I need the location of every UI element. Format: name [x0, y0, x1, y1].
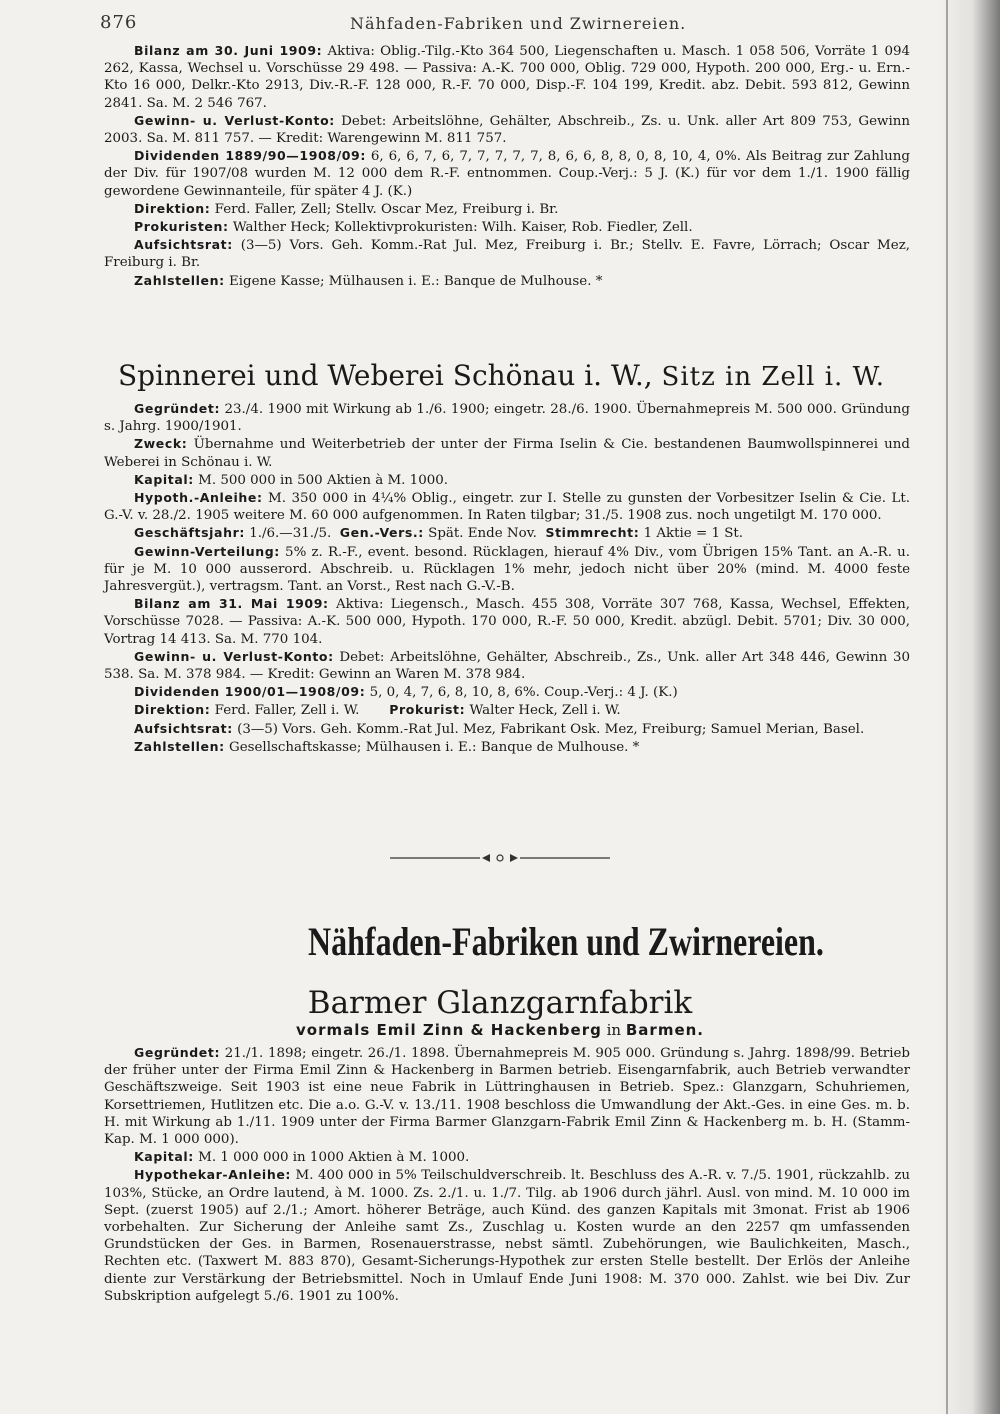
schoenau-gv-text: Spät. Ende Nov.	[428, 526, 537, 542]
schoenau-div-paragraph	[104, 683, 910, 701]
schoenau-title: Spinnerei und Weberei Schönau i. W.,	[118, 359, 653, 392]
prev-bilanz-label: Bilanz am 30. Juni 1909:	[134, 43, 323, 58]
barmer-kapital-paragraph	[104, 1148, 910, 1166]
barmer-kapital-label: Kapital:	[134, 1149, 194, 1165]
prev-dir-label: Direktion:	[134, 200, 211, 216]
schoenau-prok-label: Prokurist:	[389, 702, 466, 718]
prev-ar-paragraph	[104, 236, 910, 271]
barmer-title: Barmer Glanzgarnfabrik	[307, 985, 693, 1021]
schoenau-bilanz-text: Aktiva: Liegensch., Masch. 455 308, Vorräte 307 768, Kassa, Wechsel, Effekten, Vorschüsse 7028. — Passiva: A.-K. 500 000, Hypoth. 170 000, R.-F. 50 000, Kredit. abzügl. Debit. 5701; Div. 30 000, Vortrag 14 413. Sa. M. 770 104.	[104, 597, 910, 647]
schoenau-gewv-label: Gewinn-Verteilung:	[134, 543, 280, 559]
prev-guv-paragraph	[104, 112, 910, 147]
barmer-sub-city: Barmen.	[625, 1021, 705, 1039]
barmer-gegr-label: Gegründet:	[134, 1045, 221, 1060]
schoenau-ar-paragraph	[104, 720, 910, 738]
barmer-hyp-label: Hypothekar-Anleihe:	[134, 1167, 291, 1183]
prev-guv-label: Gewinn- u. Verlust-Konto:	[134, 112, 335, 128]
schoenau-bilanz-paragraph	[104, 595, 910, 648]
running-head	[100, 8, 910, 36]
schoenau-block	[104, 400, 910, 756]
schoenau-zahl-label: Zahlstellen:	[134, 738, 225, 754]
schoenau-gewv-text: 5% z. R.-F., event. besond. Rücklagen, hierauf 4% Div., vom Übrigen 15% Tant. an A.-R. u. für je M. 10 000 ausserord. Abschreib. u. Rücklagen 1% mehr, jedoch nicht über 20% (mind. M. 4000 feste Jahresvergüt.), vertragsm. Tant. an Vorst., Rest nach G.-V.-B.	[104, 544, 910, 595]
schoenau-stimm-text: 1 Aktie = 1 St.	[643, 526, 744, 542]
prev-bilanz-paragraph	[104, 42, 910, 112]
schoenau-zahl-text: Gesellschaftskasse; Mülhausen i. E.: Banque de Mulhouse. *	[229, 739, 640, 755]
schoenau-zweck-label: Zweck:	[134, 436, 188, 452]
prev-prok-label: Prokuristen:	[134, 219, 229, 235]
barmer-subtitle	[200, 1019, 800, 1041]
prev-prok-paragraph	[104, 218, 910, 236]
schoenau-gegr-text: 23./4. 1900 mit Wirkung ab 1./6. 1900; eingetr. 28./6. 1900. Übernahmepreis M. 500 000. Gründung s. Jahrg. 1900/1901.	[104, 402, 911, 435]
schoenau-guv-label: Gewinn- u. Verlust-Konto:	[134, 648, 334, 664]
schoenau-hyp-text: M. 350 000 in 4¼% Oblig., eingetr. zur I. Stelle zu gunsten der Vorbesitzer Iselin & Cie. Lt. G.-V. v. 28./2. 1905 weitere M. 60 000 aufgenommen. In Raten tilgbar; 31./5. 1908 zus. noch ungetilgt M. 170 000.	[104, 491, 910, 524]
prev-zahl-paragraph	[104, 272, 910, 290]
schoenau-guv-text: Debet: Arbeitslöhne, Gehälter, Abschreib., Zs., Unk. aller Art 348 446, Gewinn 30 538. Sa. M. 378 984. — Kredit: Gewinn an Waren M. 378 984.	[104, 649, 910, 683]
prev-zahl-label: Zahlstellen:	[134, 272, 225, 288]
schoenau-ar-text: (3—5) Vors. Geh. Komm.-Rat Jul. Mez, Fabrikant Osk. Mez, Freiburg; Samuel Merian, Basel.	[237, 721, 865, 737]
page-number: 876	[100, 12, 138, 33]
schoenau-kapital-paragraph	[104, 471, 910, 489]
schoenau-gewv-paragraph	[104, 543, 910, 596]
schoenau-zweck-text: Übernahme und Weiterbetrieb der unter der Firma Iselin & Cie. bestandenen Baumwollspinnerei und Weberei in Schönau i. W.	[104, 437, 910, 470]
prev-ar-label: Aufsichtsrat:	[134, 237, 233, 253]
schoenau-kapital-label: Kapital:	[134, 471, 194, 487]
schoenau-kapital-text: M. 500 000 in 500 Aktien à M. 1000.	[198, 472, 449, 488]
prev-div-paragraph	[104, 147, 910, 200]
prev-div-label: Dividenden 1889/90—1908/09:	[134, 148, 366, 164]
barmer-hyp-text: M. 400 000 in 5% Teilschuldverschreib. lt. Beschluss des A.-R. v. 7./5. 1901, rückzahlb. zu 103%, Stücke, an Ordre lautend, à M. 1000. Zs. 2./1. u. 1./7. Tilg. ab 1906 durch jährl. Ausl. von mind. M. 10 000 im Sept. (zuerst 1905) auf 2./1.; Amort. höherer Beträge, auch Künd. des ganzen Kapitals mit 3monat. Frist ab 1906 vorbehalten. Zur Sicherung der Anleihe samt Zs., Zuschlag u. Kosten wurde an den 2257 qm umfassenden Grundstücken der Ges. in Barmen, Rosenauerstrasse, nebst sämtl. Zubehörungen, wie Baulichkeiten, Masch., Rechten etc. (Taxwert M. 883 870), Gesamt-Sicherungs-Hypothek zur ersten Stelle bestellt. Der Erlös der Anleihe diente zur Verstärkung der Betriebsmittel. Noch in Umlauf Ende Juni 1908: M. 370 000. Zahlst. wie bei Div. Zur Subskription aufgelegt 5./6. 1901 zu 100%.	[104, 1168, 910, 1304]
prev-dir-text: Ferd. Faller, Zell; Stellv. Oscar Mez, Freiburg i. Br.	[214, 201, 559, 217]
schoenau-zahl-paragraph	[104, 738, 910, 756]
prev-guv-text: Debet: Arbeitslöhne, Gehälter, Abschreib., Zs. u. Unk. aller Art 809 753, Gewinn 2003. Sa. M. 811 757. — Kredit: Warengewinn M. 811 757.	[104, 113, 910, 147]
barmer-gegr-text: 21./1. 1898; eingetr. 26./1. 1898. Übernahmepreis M. 905 000. Gründung s. Jahrg. 1898/99. Betrieb der früher unter der Firma Emil Zinn & Hackenberg in Barmen betrieb. Eisengarnfabrik, auch Betrieb verwandter Geschäftszweige. Seit 1903 ist eine neue Fabrik in Lüttringhausen in Betrieb. Spez.: Glanzgarn, Schuhriemen, Korsettriemen, Hutlitzen etc. Die a.o. G.-V. v. 13./11. 1908 beschloss die Umwandlung der Akt.-Ges. in eine Ges. m. b. H. mit Wirkung ab 1./11. 1909 unter der Firma Barmer Glanzgarn-Fabrik Emil Zinn & Hackenberg m. b. H. (Stamm-Kap. M. 1 000 000).	[104, 1046, 910, 1148]
schoenau-dir-text: Ferd. Faller, Zell i. W.	[214, 703, 360, 719]
prev-bilanz-text: Aktiva: Oblig.-Tilg.-Kto 364 500, Liegenschaften u. Masch. 1 058 506, Vorräte 1 094 262, Kassa, Wechsel u. Vorschüsse 29 498. — Passiva: A.-K. 700 000, Oblig. 729 000, Hypoth. 200 000, Erg.- u. Ern.-Kto 16 000, Delkr.-Kto 2913, Div.-R.-F. 128 000, R.-F. 70 000, Disp.-F. 104 199, Kredit. abz. Debit. 593 812, Gewinn 2841. Sa. M. 2 546 767.	[104, 44, 911, 111]
schoenau-gj-text: 1./6.—31./5.	[249, 526, 332, 542]
schoenau-ar-label: Aufsichtsrat:	[134, 720, 233, 736]
schoenau-hyp-label: Hypoth.-Anleihe:	[134, 490, 263, 506]
schoenau-gv-label: Gen.-Vers.:	[339, 525, 424, 541]
section-heading: Nähfaden-Fabriken und Zwirnereien.	[308, 919, 824, 964]
prev-prok-text: Walther Heck; Kollektivprokuristen: Wilh. Kaiser, Rob. Fiedler, Zell.	[232, 220, 693, 236]
schoenau-zweck-paragraph	[104, 435, 910, 470]
schoenau-div-label: Dividenden 1900/01—1908/09:	[134, 684, 366, 700]
barmer-block	[104, 1044, 910, 1305]
schoenau-dir-paragraph	[104, 701, 910, 719]
prev-dir-paragraph	[104, 200, 910, 218]
barmer-gegr-paragraph	[104, 1044, 910, 1148]
schoenau-gj-label: Geschäftsjahr:	[134, 525, 245, 541]
running-title: Nähfaden-Fabriken und Zwirnereien.	[350, 14, 687, 33]
barmer-sub-in: in	[606, 1021, 622, 1039]
schoenau-hyp-paragraph	[104, 489, 910, 524]
schoenau-gegr-label: Gegründet:	[134, 401, 221, 416]
ornament-divider	[390, 852, 610, 864]
schoenau-prok-text: Walter Heck, Zell i. W.	[469, 703, 621, 719]
page-fold-line	[946, 0, 948, 1414]
prev-ar-text: (3—5) Vors. Geh. Komm.-Rat Jul. Mez, Freiburg i. Br.; Stellv. E. Favre, Lörrach; Oscar Mez, Freiburg i. Br.	[104, 238, 911, 271]
schoenau-gj-paragraph	[104, 524, 910, 542]
schoenau-div-text: 5, 0, 4, 7, 6, 8, 10, 8, 6%. Coup.-Verj.: 4 J. (K.)	[369, 685, 678, 701]
schoenau-seat: Sitz in Zell i. W.	[661, 362, 886, 392]
schoenau-bilanz-label: Bilanz am 31. Mai 1909:	[134, 596, 329, 612]
schoenau-gegr-paragraph	[104, 400, 910, 435]
schoenau-heading	[118, 356, 908, 397]
prev-entry-block	[104, 42, 910, 290]
prev-zahl-text: Eigene Kasse; Mülhausen i. E.: Banque de Mulhouse. *	[229, 273, 603, 289]
schoenau-stimm-label: Stimmrecht:	[545, 525, 640, 541]
schoenau-dir-label: Direktion:	[134, 702, 211, 718]
barmer-kapital-text: M. 1 000 000 in 1000 Aktien à M. 1000.	[198, 1150, 470, 1166]
schoenau-guv-paragraph	[104, 648, 910, 683]
barmer-hyp-paragraph	[104, 1166, 910, 1305]
barmer-sub-prefix: vormals Emil Zinn & Hackenberg	[295, 1021, 602, 1039]
prev-div-text: 6, 6, 6, 7, 6, 7, 7, 7, 7, 7, 8, 6, 6, 8, 8, 0, 8, 10, 4, 0%. Als Beitrag zur Zahlung der Div. für 1907/08 wurden M. 12 000 dem R.-F. entnommen. Coup.-Verj.: 5 J. (K.) für vor dem 1./1. 1900 fällig gewordene Gewinnanteile, für später 4 J. (K.)	[104, 149, 910, 199]
